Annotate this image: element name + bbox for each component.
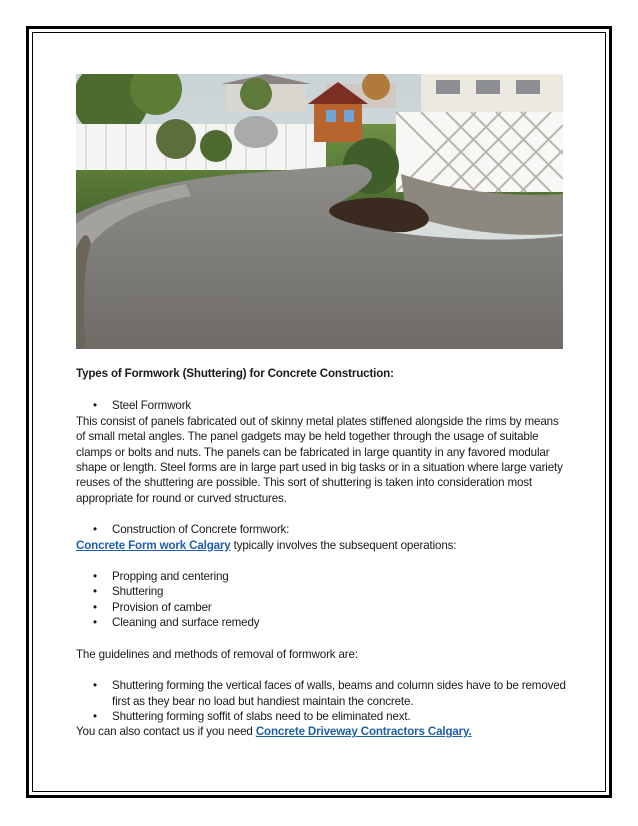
article-body bbox=[76, 360, 566, 740]
concrete-formwork-calgary-link[interactable]: Concrete Form work Calgary bbox=[76, 538, 231, 552]
list-item: • Shuttering forming soffit of slabs need to be eliminated next. bbox=[76, 709, 566, 724]
section-heading: Types of Formwork (Shuttering) for Concrete Construction: bbox=[76, 367, 394, 380]
contact-line bbox=[76, 724, 566, 739]
list-item: • Provision of camber bbox=[76, 600, 566, 615]
backyard-concrete-patio-photo-icon bbox=[76, 74, 563, 349]
construction-intro-text: typically involves the subsequent operations: bbox=[230, 538, 457, 552]
bullet-steel-formwork: • Steel Formwork bbox=[76, 398, 566, 413]
bullet-construction: • Construction of Concrete formwork: bbox=[76, 522, 566, 537]
removal-intro: The guidelines and methods of removal of formwork are: bbox=[76, 647, 358, 661]
list-item: • Shuttering forming the vertical faces of walls, beams and column sides have to be removed first as they bear no load but handiest maintain the concrete. bbox=[76, 678, 566, 709]
concrete-driveway-contractors-link[interactable]: Concrete Driveway Contractors Calgary. bbox=[255, 725, 472, 739]
backyard-patio-photo bbox=[76, 74, 563, 349]
contact-text: You can also contact us if you need bbox=[76, 725, 256, 739]
construction-intro bbox=[76, 538, 566, 553]
steel-formwork-paragraph: This consist of panels fabricated out of skinny metal plates stiffened alongside the rims by means of small metal angles. The panel gadgets may be held together through the usage of suitable clamps or bolts and nuts. The panels can be fabricated in large quantity in any favored modular shape or length. Steel forms are in large part used in big tasks or in a situation where large variety reuses of the shuttering are possible. This sort of shuttering is taken into consideration most appropriate for round or curved structures. bbox=[76, 414, 563, 505]
list-item: • Cleaning and surface remedy bbox=[76, 615, 566, 630]
list-item: • Propping and centering bbox=[76, 569, 566, 584]
list-item: • Shuttering bbox=[76, 584, 566, 599]
